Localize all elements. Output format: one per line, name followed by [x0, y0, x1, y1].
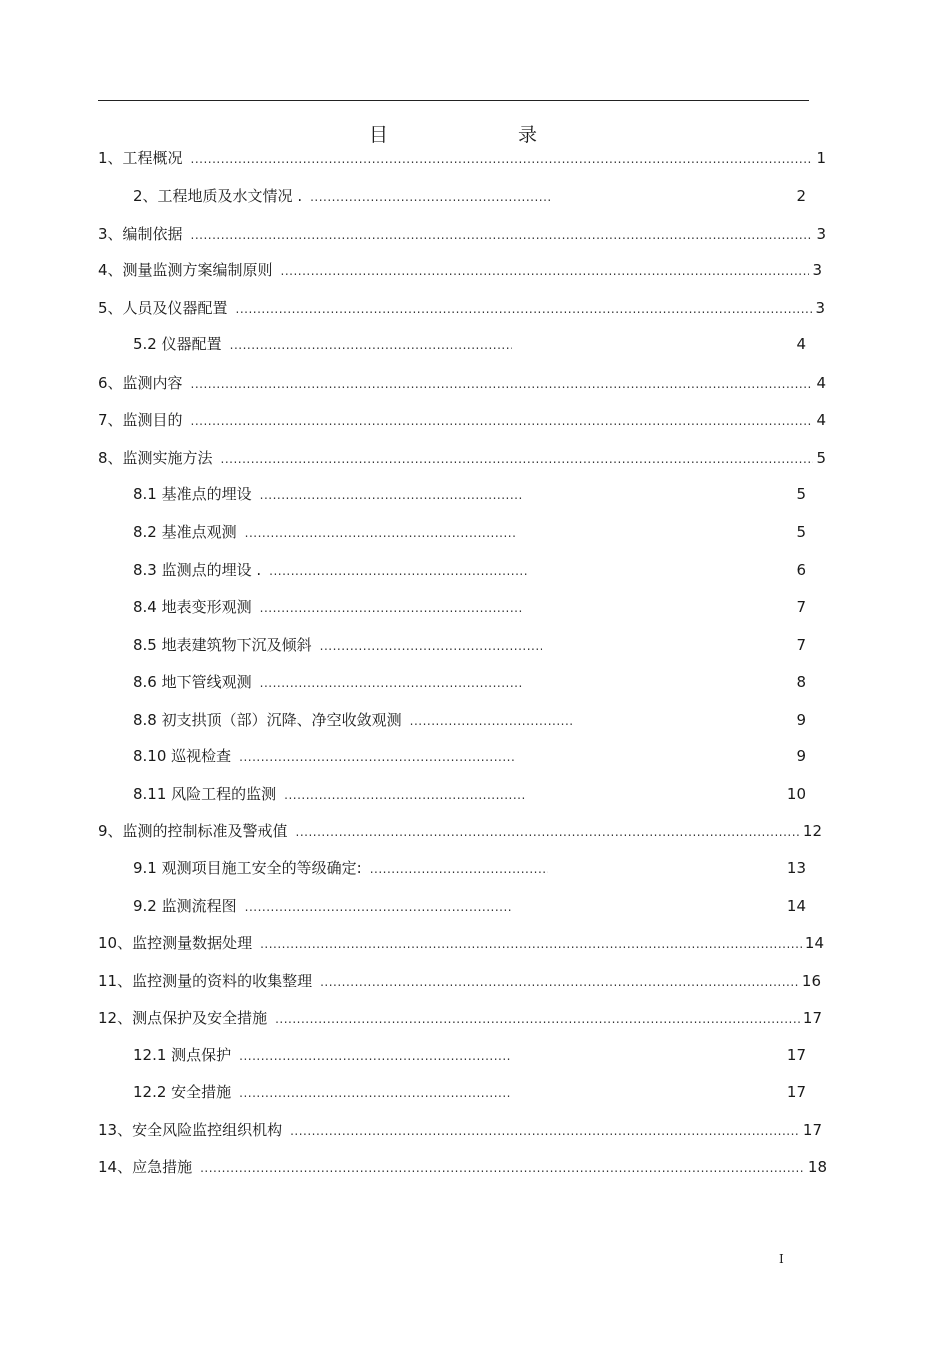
toc-entry[interactable]: [98, 410, 826, 431]
toc-entry-label: 12.2 安全措施: [133, 1083, 232, 1101]
toc-leader-dots: [239, 1083, 511, 1103]
toc-entry[interactable]: [98, 224, 826, 245]
toc-leader-dots: [191, 149, 814, 169]
toc-leader-dots: [221, 449, 814, 469]
toc-leader-dots: [191, 411, 814, 431]
toc-entry-label: 9、监测的控制标准及警戒值: [98, 822, 288, 840]
toc-leader-dots: [191, 225, 814, 245]
toc-entry[interactable]: [133, 896, 806, 917]
toc-leader-dots: [290, 1121, 800, 1141]
toc-leader-dots: [260, 673, 522, 693]
toc-leader-dots: [281, 261, 810, 281]
toc-title: 目 录: [368, 124, 600, 146]
toc-entry[interactable]: [98, 821, 822, 842]
toc-entry-label: 9.1 观测项目施工安全的等级确定:: [133, 859, 362, 877]
toc-leader-dots: [191, 374, 814, 394]
toc-entry[interactable]: [133, 186, 806, 207]
toc-entry[interactable]: [98, 1008, 822, 1029]
toc-entry[interactable]: [133, 672, 806, 693]
toc-entry-page-number: 3: [815, 299, 825, 317]
toc-leader-dots: [320, 636, 542, 656]
toc-entry-label: 8.6 地下管线观测: [133, 673, 252, 691]
toc-leader-dots: [260, 934, 802, 954]
toc-leader-dots: [275, 1009, 800, 1029]
toc-entry-page-number: 18: [807, 1158, 827, 1176]
toc-entry[interactable]: [133, 522, 806, 543]
toc-entry-label: 1、工程概况: [98, 149, 183, 167]
toc-entry-page-number: 4: [816, 374, 826, 392]
toc-entry-page-number: 8: [796, 673, 806, 691]
toc-leader-dots: [320, 972, 799, 992]
toc-leader-dots: [310, 187, 552, 207]
toc-entry[interactable]: [98, 373, 826, 394]
toc-entry-page-number: 4: [816, 411, 826, 429]
toc-entry-label: 5.2 仪器配置: [133, 335, 222, 353]
toc-entry[interactable]: [133, 710, 806, 731]
toc-leader-dots: [245, 523, 517, 543]
toc-entry-label: 8.11 风险工程的监测: [133, 785, 277, 803]
toc-entry-page-number: 6: [796, 561, 806, 579]
toc-leader-dots: [230, 335, 512, 355]
toc-entry-label: 5、人员及仪器配置: [98, 299, 228, 317]
toc-entry[interactable]: [98, 298, 825, 319]
toc-entry-page-number: 13: [786, 859, 806, 877]
toc-leader-dots: [245, 897, 511, 917]
toc-entry-page-number: 3: [816, 225, 826, 243]
toc-entry-label: 10、监控测量数据处理: [98, 934, 253, 952]
toc-entry-page-number: 12: [802, 822, 822, 840]
toc-entry-label: 13、安全风险监控组织机构: [98, 1121, 283, 1139]
toc-entry[interactable]: [133, 1045, 806, 1066]
toc-leader-dots: [200, 1158, 805, 1178]
toc-entry-page-number: 9: [796, 711, 806, 729]
toc-entry-page-number: 7: [796, 636, 806, 654]
toc-entry-page-number: 14: [786, 897, 806, 915]
toc-entry-page-number: 10: [786, 785, 806, 803]
toc-entry-page-number: 5: [816, 449, 826, 467]
toc-entry-page-number: 14: [804, 934, 824, 952]
toc-leader-dots: [239, 1046, 511, 1066]
toc-entry[interactable]: [98, 148, 826, 169]
toc-entry-label: 12、测点保护及安全措施: [98, 1009, 268, 1027]
toc-entry-page-number: 9: [796, 747, 806, 765]
toc-entry-label: 8、监测实施方法: [98, 449, 213, 467]
toc-entry-page-number: 7: [796, 598, 806, 616]
toc-leader-dots: [296, 822, 800, 842]
footer-page-number: I: [779, 1252, 784, 1266]
toc-entry[interactable]: [98, 1120, 822, 1141]
toc-entry-label: 8.1 基准点的埋设: [133, 485, 252, 503]
toc-entry-label: 8.8 初支拱顶（部）沉降、净空收敛观测: [133, 711, 402, 729]
toc-entry-label: 2、工程地质及水文情况 .: [133, 187, 303, 205]
toc-leader-dots: [284, 785, 526, 805]
toc-entry[interactable]: [133, 746, 806, 767]
toc-entry-page-number: 1: [816, 149, 826, 167]
toc-entry-page-number: 2: [796, 187, 806, 205]
toc-entry-label: 8.5 地表建筑物下沉及倾斜: [133, 636, 312, 654]
toc-entry[interactable]: [98, 448, 826, 469]
toc-entry-label: 4、测量监测方案编制原则: [98, 261, 273, 279]
toc-entry-page-number: 17: [802, 1009, 822, 1027]
toc-entry-label: 11、监控测量的资料的收集整理: [98, 972, 313, 990]
toc-entry[interactable]: [133, 858, 806, 879]
toc-entry-label: 12.1 测点保护: [133, 1046, 232, 1064]
toc-entry[interactable]: [98, 260, 822, 281]
toc-entry-page-number: 3: [812, 261, 822, 279]
toc-entry-label: 9.2 监测流程图: [133, 897, 237, 915]
toc-entry-label: 8.2 基准点观测: [133, 523, 237, 541]
toc-leader-dots: [236, 299, 813, 319]
toc-entry[interactable]: [133, 597, 806, 618]
toc-entry-page-number: 16: [801, 972, 821, 990]
toc-leader-dots: [260, 485, 522, 505]
toc-entry[interactable]: [133, 635, 806, 656]
toc-entry-label: 6、监测内容: [98, 374, 183, 392]
toc-entry[interactable]: [133, 334, 806, 355]
toc-entry[interactable]: [98, 971, 821, 992]
toc-entry-label: 8.4 地表变形观测: [133, 598, 252, 616]
toc-entry[interactable]: [133, 484, 806, 505]
toc-entry[interactable]: [133, 1082, 806, 1103]
toc-entry-page-number: 17: [802, 1121, 822, 1139]
toc-entry[interactable]: [133, 560, 806, 581]
toc-entry-label: 8.10 巡视检查: [133, 747, 232, 765]
toc-leader-dots: [410, 711, 572, 731]
toc-entry-page-number: 5: [796, 485, 806, 503]
toc-entry-page-number: 17: [786, 1046, 806, 1064]
toc-entry[interactable]: [98, 1157, 827, 1178]
toc-entry-label: 14、应急措施: [98, 1158, 193, 1176]
toc-leader-dots: [239, 747, 515, 767]
header-rule: [98, 100, 809, 101]
toc-entry-page-number: 4: [796, 335, 806, 353]
toc-leader-dots: [370, 859, 548, 879]
toc-entry-label: 7、监测目的: [98, 411, 183, 429]
toc-entry-page-number: 5: [796, 523, 806, 541]
toc-leader-dots: [269, 561, 529, 581]
toc-leader-dots: [260, 598, 522, 618]
toc-entry[interactable]: [133, 784, 806, 805]
toc-entry-label: 3、编制依据: [98, 225, 183, 243]
toc-entry-label: 8.3 监测点的埋设 .: [133, 561, 262, 579]
toc-entry-page-number: 17: [786, 1083, 806, 1101]
toc-entry[interactable]: [98, 933, 824, 954]
